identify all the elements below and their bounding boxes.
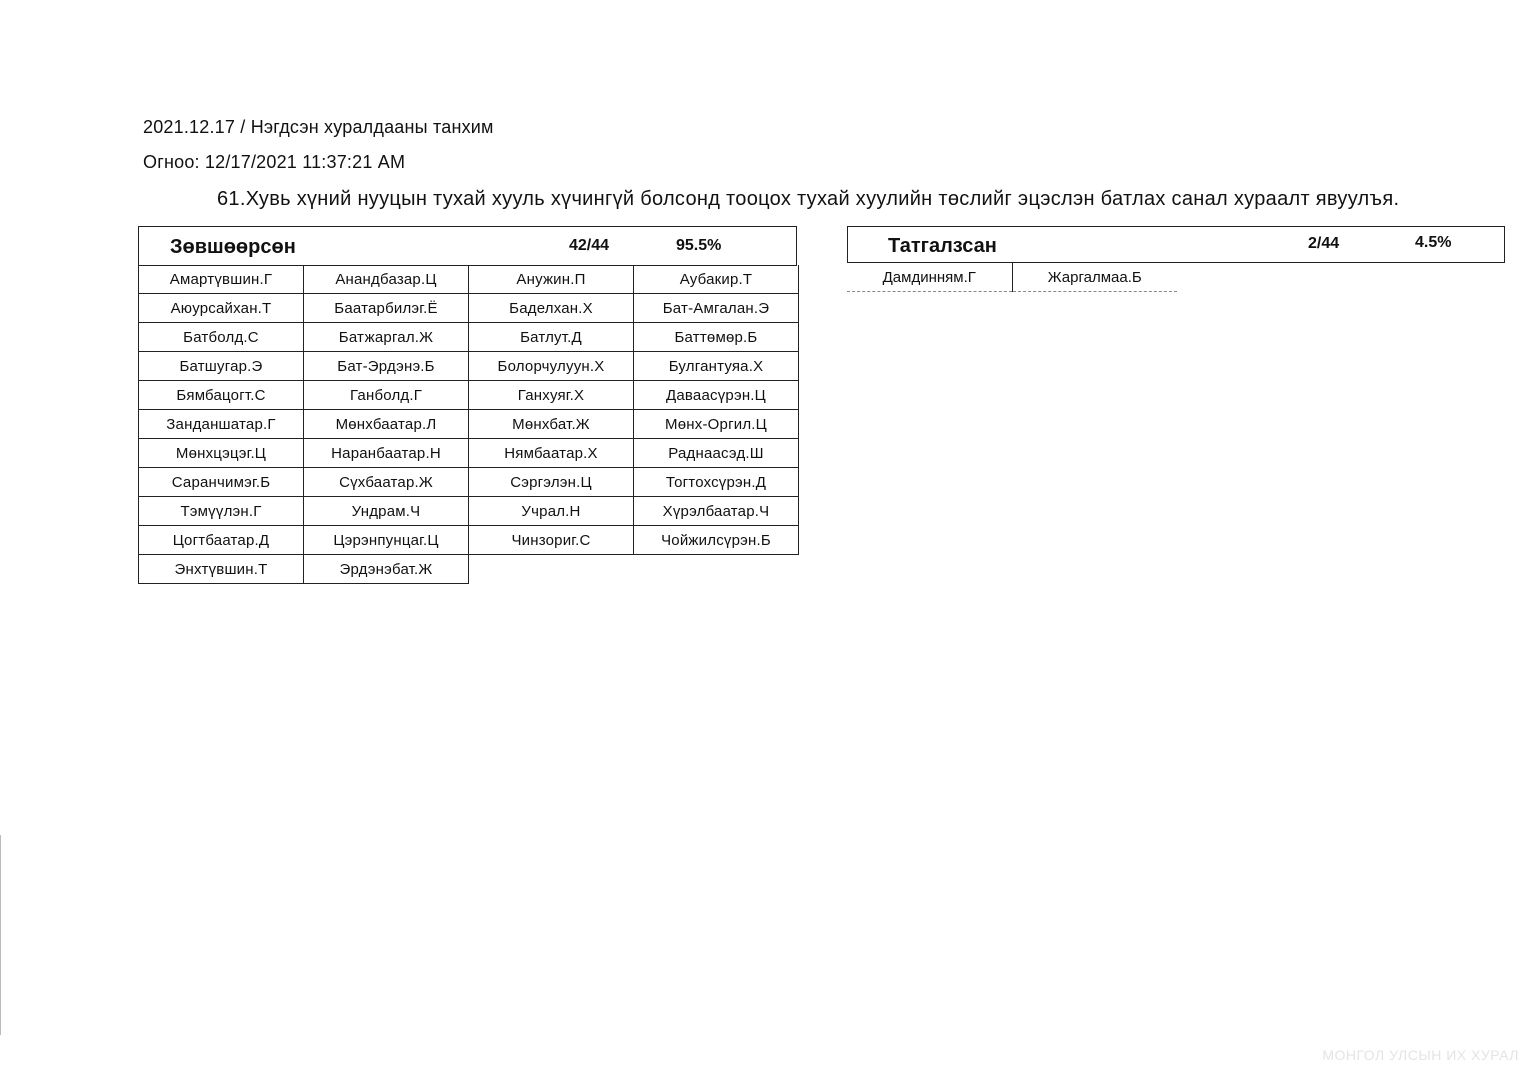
member-name-cell: Аюурсайхан.Т <box>139 294 304 323</box>
member-name-cell: Даваасүрэн.Ц <box>634 381 799 410</box>
rejected-header <box>847 226 1505 263</box>
member-name-cell: Наранбаатар.Н <box>304 439 469 468</box>
member-name-cell: Бат-Эрдэнэ.Б <box>304 352 469 381</box>
member-name-cell: Тогтохсүрэн.Д <box>634 468 799 497</box>
member-name-cell: Батжаргал.Ж <box>304 323 469 352</box>
approved-title: Зөвшөөрсөн <box>170 236 296 258</box>
session-heading: 2021.12.17 / Нэгдсэн хуралдааны танхим <box>143 117 494 137</box>
vote-date: Огноо: 12/17/2021 11:37:21 AM <box>143 152 406 172</box>
table-row <box>139 352 799 381</box>
member-name-cell: Учрал.Н <box>469 497 634 526</box>
rejected-count: 2/44 <box>1308 235 1340 252</box>
member-name-cell: Раднаасэд.Ш <box>634 439 799 468</box>
motion-title: 61.Хувь хүний нууцын тухай хууль хүчингүй болсонд тооцох тухай хуулийн төслийг эцэслэн батлах санал хураалт явуулъя. <box>217 188 1400 210</box>
member-name-cell: Дамдинням.Г <box>847 263 1012 292</box>
table-row <box>139 323 799 352</box>
member-name-cell <box>469 555 634 584</box>
member-name-cell: Тэмүүлэн.Г <box>139 497 304 526</box>
member-name-cell: Батлут.Д <box>469 323 634 352</box>
table-row <box>139 555 799 584</box>
member-name-cell: Занданшатар.Г <box>139 410 304 439</box>
member-name-cell: Анандбазар.Ц <box>304 265 469 294</box>
member-name-cell: Цогтбаатар.Д <box>139 526 304 555</box>
member-name-cell: Мөнхбат.Ж <box>469 410 634 439</box>
member-name-cell <box>634 555 799 584</box>
member-name-cell: Нямбаатар.Х <box>469 439 634 468</box>
member-name-cell: Чойжилсүрэн.Б <box>634 526 799 555</box>
member-name-cell: Баатарбилэг.Ё <box>304 294 469 323</box>
member-name-cell: Булгантуяа.Х <box>634 352 799 381</box>
member-name-cell: Сүхбаатар.Ж <box>304 468 469 497</box>
rejected-title: Татгалзсан <box>888 235 997 257</box>
member-name-cell: Эрдэнэбат.Ж <box>304 555 469 584</box>
table-row <box>139 410 799 439</box>
rejected-names-table <box>847 263 1177 292</box>
member-name-cell: Хүрэлбаатар.Ч <box>634 497 799 526</box>
table-row <box>847 263 1177 292</box>
member-name-cell: Бат-Амгалан.Э <box>634 294 799 323</box>
member-name-cell: Жаргалмаа.Б <box>1012 263 1177 292</box>
member-name-cell: Мөнх-Оргил.Ц <box>634 410 799 439</box>
table-row <box>139 526 799 555</box>
member-name-cell: Цэрэнпунцаг.Ц <box>304 526 469 555</box>
member-name-cell: Баделхан.Х <box>469 294 634 323</box>
table-row <box>139 468 799 497</box>
member-name-cell: Батболд.С <box>139 323 304 352</box>
approved-count: 42/44 <box>569 237 610 254</box>
table-row <box>139 497 799 526</box>
approved-percent: 95.5% <box>676 237 722 254</box>
member-name-cell: Мөнхбаатар.Л <box>304 410 469 439</box>
member-name-cell: Мөнхцэцэг.Ц <box>139 439 304 468</box>
member-name-cell: Энхтүвшин.Т <box>139 555 304 584</box>
rejected-percent: 4.5% <box>1415 234 1452 251</box>
member-name-cell: Батшугар.Э <box>139 352 304 381</box>
member-name-cell: Амартүвшин.Г <box>139 265 304 294</box>
member-name-cell: Аубакир.Т <box>634 265 799 294</box>
table-row <box>139 381 799 410</box>
member-name-cell: Анужин.П <box>469 265 634 294</box>
table-row <box>139 439 799 468</box>
member-name-cell: Чинзориг.С <box>469 526 634 555</box>
member-name-cell: Саранчимэг.Б <box>139 468 304 497</box>
member-name-cell: Ундрам.Ч <box>304 497 469 526</box>
member-name-cell: Баттөмөр.Б <box>634 323 799 352</box>
approved-header <box>138 226 797 266</box>
member-name-cell: Болорчулуун.Х <box>469 352 634 381</box>
table-row <box>139 265 799 294</box>
member-name-cell: Ганхуяг.Х <box>469 381 634 410</box>
approved-names-table <box>138 265 799 584</box>
member-name-cell: Ганболд.Г <box>304 381 469 410</box>
member-name-cell: Сэргэлэн.Ц <box>469 468 634 497</box>
member-name-cell: Бямбацогт.С <box>139 381 304 410</box>
table-row <box>139 294 799 323</box>
watermark: МОНГОЛ УЛСЫН ИХ ХУРАЛ <box>1322 1047 1519 1063</box>
scan-edge-line <box>0 835 1 1035</box>
